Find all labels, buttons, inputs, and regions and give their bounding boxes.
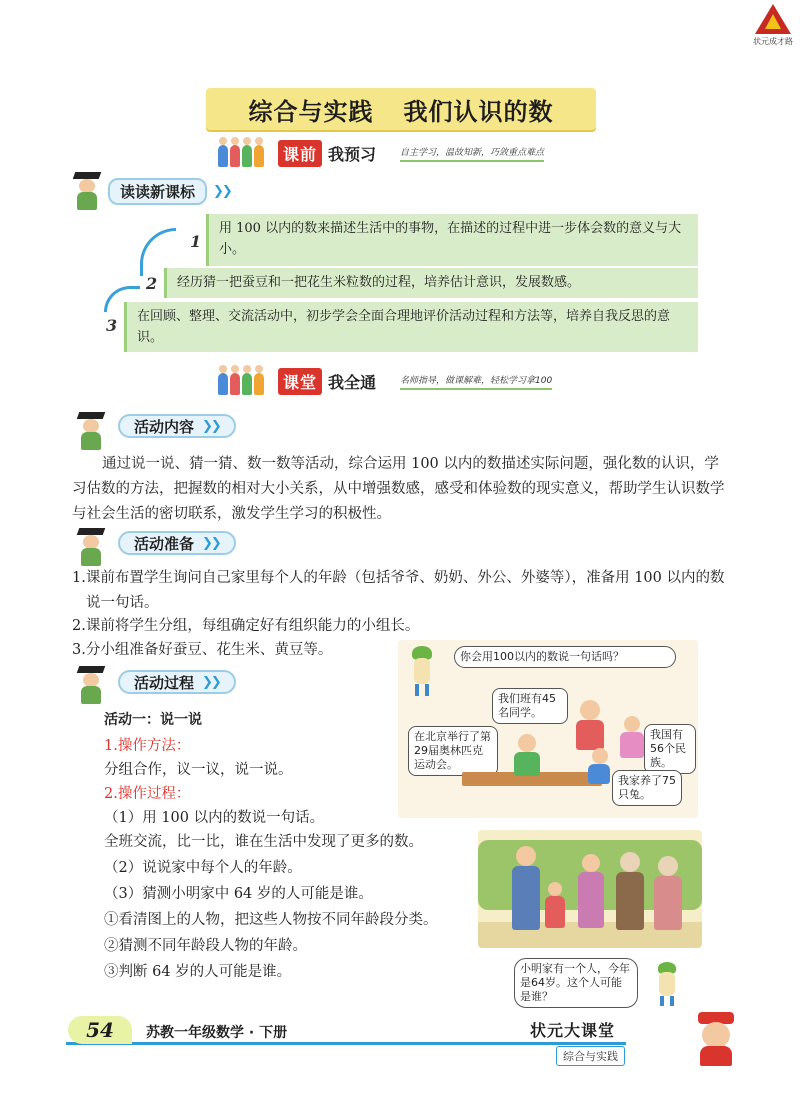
standard-item-2: 经历猜一把蚕豆和一把花生米粒数的过程，培养估计意识，发展数感。: [164, 268, 698, 298]
process-step-1: （1）用 100 以内的数说一句话。: [104, 810, 325, 826]
father-icon: [512, 866, 540, 930]
method-text: 分组合作，议一议，说一说。: [104, 762, 293, 778]
publisher-logo: [750, 4, 796, 54]
child-icon: [545, 896, 565, 928]
activity-prep-label: [118, 531, 236, 555]
preview-slogan: 自主学习，温故知新，巧敛重点难点: [400, 145, 544, 162]
student-icon-2: [514, 752, 540, 776]
father-head-icon: [516, 846, 536, 866]
grandpa-icon: [616, 872, 644, 930]
logo-text: 状元成才路: [753, 37, 793, 46]
activity-content-text: 通过说一说、猜一猜、数一数等活动，综合运用 100 以内的数描述实际问题，强化数的认识，学习估数的方法，把握数的相对大小关系，从中增强数感，感受和体验数的现实意义，帮助学生认识数学与社会生活的密切联系，激发学生学习的积极性。: [72, 456, 725, 522]
mascot-icon-2: [652, 962, 682, 1008]
process-step-3b: ②猜测不同年龄段人物的年龄。: [104, 938, 307, 954]
prep-item-1: 1.课前布置学生询问自己家里每个人的年龄（包括爷爷、奶奶、外公、外婆等），准备用 100 以内的数说一句话。: [72, 570, 725, 611]
prep-item-3: 3.分小组准备好蚕豆、花生米、黄豆等。: [72, 642, 333, 658]
book-title: 苏教一年级数学 · 下册: [146, 1025, 288, 1041]
classroom-badge: 课堂: [278, 368, 322, 395]
page-number: 54: [68, 1016, 132, 1044]
process-step-1b: 全班交流，比一比，谁在生活中发现了更多的数。: [104, 834, 423, 850]
process-step-3c: ③判断 64 岁的人可能是谁。: [104, 964, 292, 980]
process-step-3: （3）猜测小明家中 64 岁的人可能是谁。: [104, 886, 373, 902]
preview-badge: 课前: [278, 140, 322, 167]
preview-header: [218, 140, 544, 167]
students-icon-2: [218, 369, 272, 395]
process-step-3a: ①看清图上的人物，把这些人物按不同年龄段分类。: [104, 912, 438, 928]
chevron-right-icon-2: ❯❯: [202, 418, 220, 434]
age-question-bubble: 小明家有一个人，今年是64岁。这个人可能是谁？: [514, 958, 638, 1008]
process-title: 2.操作过程：: [104, 786, 191, 802]
student-icon: [576, 720, 604, 750]
section-tag: 综合与实践: [556, 1046, 625, 1066]
activity-content-label: [118, 414, 236, 438]
page-title: [206, 88, 596, 130]
method-title: 1.操作方法：: [104, 738, 191, 754]
classroom-title: 我全通: [328, 373, 377, 392]
student-head-icon-4: [592, 748, 608, 764]
teacher-icon: [70, 172, 104, 212]
activity-prep-label-text: 活动准备: [134, 534, 195, 553]
classroom-illustration: [398, 640, 698, 818]
teacher-icon-3: [74, 528, 108, 568]
brand-name: 状元大课堂: [530, 1021, 616, 1040]
bubble-rabbits: 我家养了75只兔。: [612, 770, 682, 806]
mascot-icon: [404, 646, 440, 698]
classroom-header: [218, 368, 552, 395]
chevron-right-icon-3: ❯❯: [202, 535, 220, 551]
bubble-ethnic-groups: 我国有56个民族。: [644, 724, 696, 774]
activity-content-label-text: 活动内容: [134, 417, 195, 436]
standard-item-3: 在回顾、整理、交流活动中，初步学会全面合理地评价活动过程和方法等，培养自我反思的意识。: [124, 302, 698, 352]
prep-item-2: 2.课前将学生分组，每组确定好有组织能力的小组长。: [72, 618, 420, 634]
standard-number-2: 2: [146, 274, 158, 293]
student-icon-3: [620, 732, 644, 758]
standards-label-text: 读读新课标: [108, 178, 207, 205]
standard-number-1: 1: [190, 232, 202, 251]
grandma-head-icon: [658, 856, 678, 876]
logo-triangle-icon: [755, 4, 791, 34]
chevron-right-icon-4: ❯❯: [202, 674, 220, 690]
student-head-icon: [580, 700, 600, 720]
teacher-icon-2: [74, 412, 108, 452]
activity-process-label-text: 活动过程: [134, 673, 195, 692]
grandma-icon: [654, 876, 682, 930]
preview-title: 我预习: [328, 145, 377, 164]
child-head-icon: [548, 882, 562, 896]
grandpa-head-icon: [620, 852, 640, 872]
standard-item-1: 用 100 以内的数来描述生活中的事物，在描述的过程中进一步体会数的意义与大小。: [206, 214, 698, 266]
chevron-right-icon: ❯❯: [213, 184, 231, 199]
bubble-olympics: 在北京举行了第29届奥林匹克运动会。: [408, 726, 498, 776]
standard-number-3: 3: [106, 316, 118, 335]
title-part1: 综合与实践: [248, 97, 374, 126]
teacher-icon-4: [74, 666, 108, 706]
student-head-icon-2: [518, 734, 536, 752]
scholar-mascot-icon: [692, 1012, 740, 1068]
title-part2: 我们认识的数: [403, 97, 554, 126]
footer-divider: [66, 1042, 626, 1045]
bubble-class-size: 我们班有45名同学。: [492, 688, 568, 724]
student-head-icon-3: [624, 716, 640, 732]
question-bubble: 你会用100以内的数说一句话吗？: [454, 646, 676, 668]
activity-one-title: 活动一：说一说: [104, 712, 202, 728]
students-icon: [218, 141, 272, 167]
process-step-2: （2）说说家中每个人的年龄。: [104, 860, 302, 876]
student-icon-4: [588, 764, 610, 784]
mother-head-icon: [582, 854, 600, 872]
activity-process-label: [118, 670, 236, 694]
standards-label: [108, 178, 231, 205]
mother-icon: [578, 872, 604, 928]
classroom-slogan: 名师指导，做课解难，轻松学习拿100: [400, 373, 552, 390]
family-illustration: [478, 830, 702, 948]
